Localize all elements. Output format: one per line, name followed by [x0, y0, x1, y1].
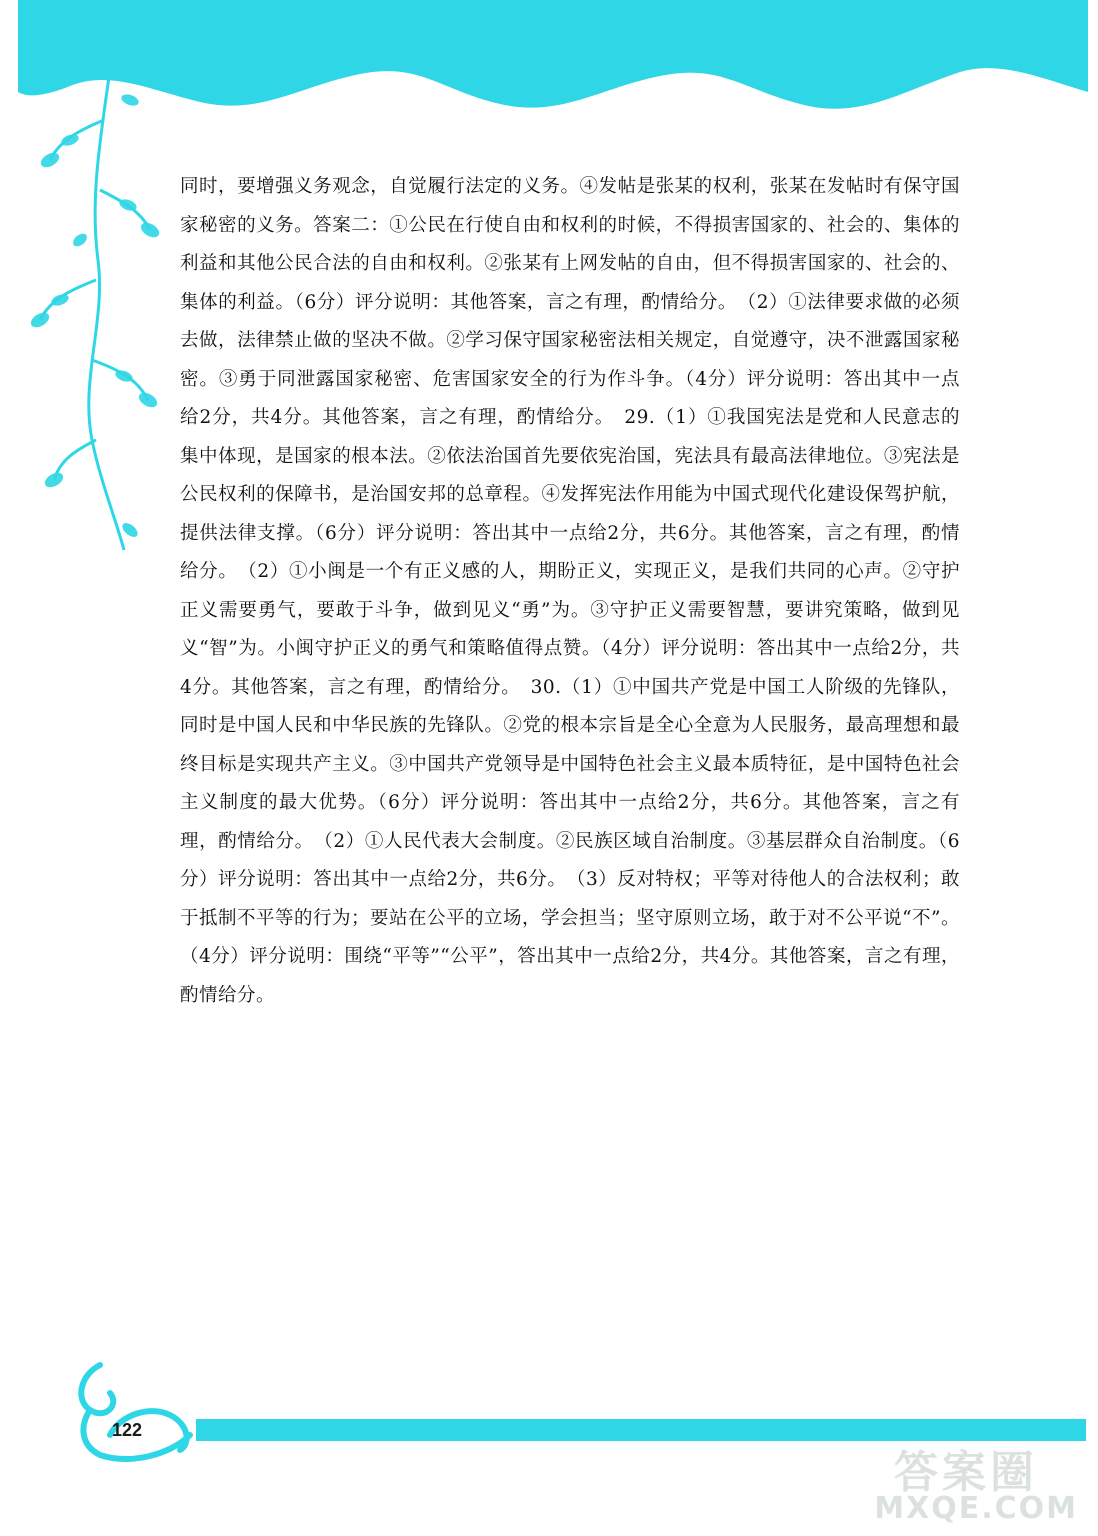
watermark-logo: [874, 1436, 1078, 1526]
watermark-main-text: 答案圈: [894, 1447, 1038, 1498]
leaf-vine-icon: [20, 60, 180, 560]
body-paragraph: 同时，要增强义务观念，自觉履行法定的义务。④发帖是张某的权利，张某在发帖时有保守国家秘密的义务。答案二：①公民在行使自由和权利的时候，不得损害国家的、社会的、集体的利益和其他公民合法的自由和权利。②张某有上网发帖的自由，但不得损害国家的、社会的、集体的利益。（6分）评分说明：其他答案，言之有理，酌情给分。 （2）①法律要求做的必须去做，法律禁止做的坚决不做。②学习保守国家秘密法相关规定，自觉遵守，决不泄露国家秘密。③勇于同泄露国家秘密、危害国家安全的行为作斗争。（4分）评分说明：答出其中一点给2分，共4分。其他答案，言之有理，酌情给分。 29.（1）①我国宪法是党和人民意志的集中体现，是国家的根本法。②依法治国首先要依宪治国，宪法具有最高法律地位。③宪法是公民权利的保障书，是治国安邦的总章程。④发挥宪法作用能为中国式现代化建设保驾护航，提供法律支撑。（6分）评分说明：答出其中一点给2分，共6分。其他答案，言之有理，酌情给分。 （2）①小闽是一个有正义感的人，期盼正义，实现正义，是我们共同的心声。②守护正义需要勇气，要敢于斗争，做到见义“勇”为。③守护正义需要智慧，要讲究策略，做到见义“智”为。小闽守护正义的勇气和策略值得点赞。（4分）评分说明：答出其中一点给2分，共4分。其他答案，言之有理，酌情给分。 30.（1）①中国共产党是中国工人阶级的先锋队，同时是中国人民和中华民族的先锋队。②党的根本宗旨是全心全意为人民服务，最高理想和最终目标是实现共产主义。③中国共产党领导是中国特色社会主义最本质特征，是中国特色社会主义制度的最大优势。（6分）评分说明：答出其中一点给2分，共6分。其他答案，言之有理，酌情给分。 （2）①人民代表大会制度。②民族区域自治制度。③基层群众自治制度。（6分）评分说明：答出其中一点给2分，共6分。 （3）反对特权；平等对待他人的合法权利；敢于抵制不平等的行为；要站在公平的立场，学会担当；坚守原则立场，敢于对不公平说“不”。（4分）评分说明：围绕“平等”“公平”，答出其中一点给2分，共4分。其他答案，言之有理，酌情给分。: [180, 176, 960, 1006]
page-number: 122: [112, 1420, 143, 1440]
answer-text-block: [180, 168, 960, 1015]
watermark-sub-text: MXQE.COM: [874, 1491, 1078, 1526]
swirl-ornament-icon: [60, 1355, 210, 1465]
